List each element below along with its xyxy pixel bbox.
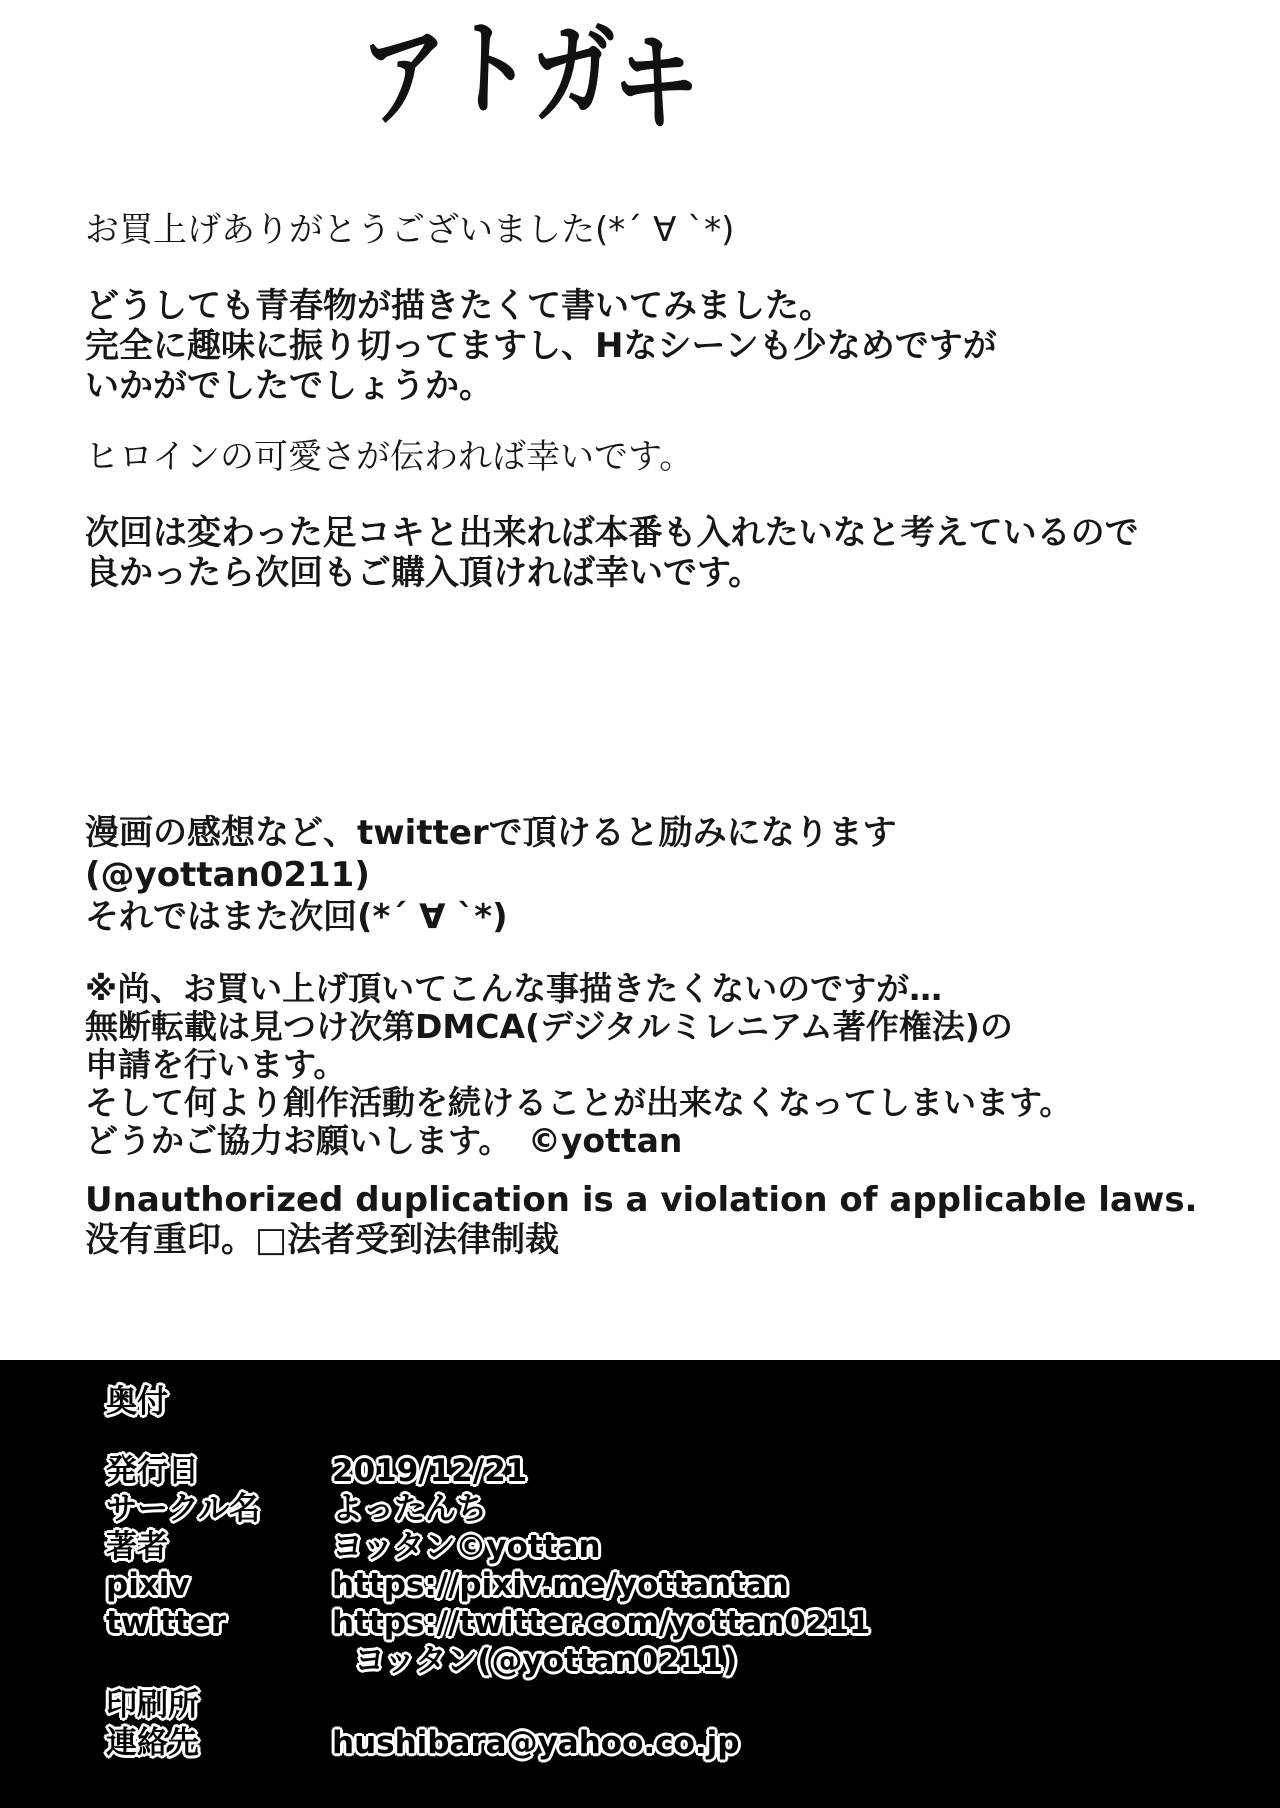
paragraph-twitter: [85, 812, 897, 938]
colophon-value: 2019/12/21: [332, 1453, 528, 1489]
colophon-row-circle-name: [106, 1490, 1280, 1528]
colophon-row-contact: [106, 1724, 1280, 1762]
text-line: 申請を行います。: [85, 1045, 347, 1084]
colophon-row-twitter: [106, 1604, 1280, 1642]
text-line: そして何より創作活動を続けることが出来なくなってしまいます。: [85, 1083, 1073, 1122]
page-title: [355, 6, 704, 151]
text-line: どうしても青春物が描きたくて書いてみました。: [85, 286, 833, 326]
text-line: 次回は変わった足コキと出来れば本番も入れたいなと考えているので: [85, 513, 1139, 553]
text-line: それではまた次回(*´ ∀ `*): [85, 897, 508, 937]
text-line: 没有重印。□法者受到法律制裁: [85, 1220, 560, 1260]
colophon-value-twitter-url: https://twitter.com/yottan0211: [332, 1605, 871, 1641]
colophon-value: [332, 1686, 1280, 1724]
colophon-label: 印刷所: [106, 1687, 199, 1723]
colophon-value: ヨッタン©yottan: [332, 1529, 601, 1565]
text-line: 完全に趣味に振り切ってますし、Hなシーンも少なめですが: [85, 326, 997, 366]
colophon-row-pixiv: [106, 1566, 1280, 1604]
colophon-row-author: [106, 1528, 1280, 1566]
colophon-row-publish-date: [106, 1452, 1280, 1490]
text-line: いかがでしたでしょうか。: [85, 366, 493, 406]
colophon-value: ヨッタン(@yottan0211): [354, 1643, 738, 1679]
text-line: どうかご協力お願いします。 ©yottan: [85, 1121, 683, 1160]
title-char: ガ: [525, 7, 619, 139]
text-line: 良かったら次回もご購入頂ければ幸いです。: [85, 553, 763, 593]
colophon-label: 連絡先: [106, 1725, 199, 1761]
text-line: お買上げありがとうございました(*´ ∀ `*): [85, 210, 735, 250]
paragraph-thanks: [85, 210, 734, 250]
text-line: 漫画の感想など、twitterで頂けると励みになります: [85, 813, 897, 853]
colophon-header: 奥付: [106, 1384, 168, 1420]
colophon-label: [106, 1642, 332, 1680]
colophon: [0, 1360, 1280, 1808]
colophon-label: サークル名: [106, 1491, 261, 1527]
text-line: ※尚、お買い上げ頂いてこんな事描きたくないのですが…: [85, 969, 943, 1008]
title-char: キ: [604, 14, 704, 151]
paragraph-dmca-warning: [85, 970, 1072, 1160]
text-line: Unauthorized duplication is a violation of applicable laws.: [85, 1180, 1198, 1220]
title-char: ト: [444, 6, 532, 132]
colophon-value-email: hushibara@yahoo.co.jp: [332, 1725, 740, 1761]
paragraph-intro: [85, 286, 997, 406]
paragraph-legal-notice: [85, 1180, 1197, 1260]
paragraph-next-work: [85, 513, 1139, 593]
title-char: ア: [355, 9, 454, 145]
paragraph-heroine: [85, 437, 693, 477]
colophon-label: 発行日: [106, 1453, 199, 1489]
colophon-label: pixiv: [106, 1567, 190, 1603]
colophon-row-printer: [106, 1686, 1280, 1724]
text-line: (@yottan0211): [85, 855, 370, 895]
colophon-value-pixiv-url: https://pixiv.me/yottantan: [332, 1567, 789, 1603]
colophon-value: よったんち: [332, 1491, 487, 1527]
colophon-label: 著者: [106, 1529, 168, 1565]
text-line: 無断転載は見つけ次第DMCA(デジタルミレニアム著作権法)の: [85, 1007, 1013, 1046]
text-line: ヒロインの可愛さが伝われば幸いです。: [85, 437, 694, 477]
colophon-row-twitter-handle: [106, 1642, 1280, 1680]
colophon-label: twitter: [106, 1605, 227, 1641]
